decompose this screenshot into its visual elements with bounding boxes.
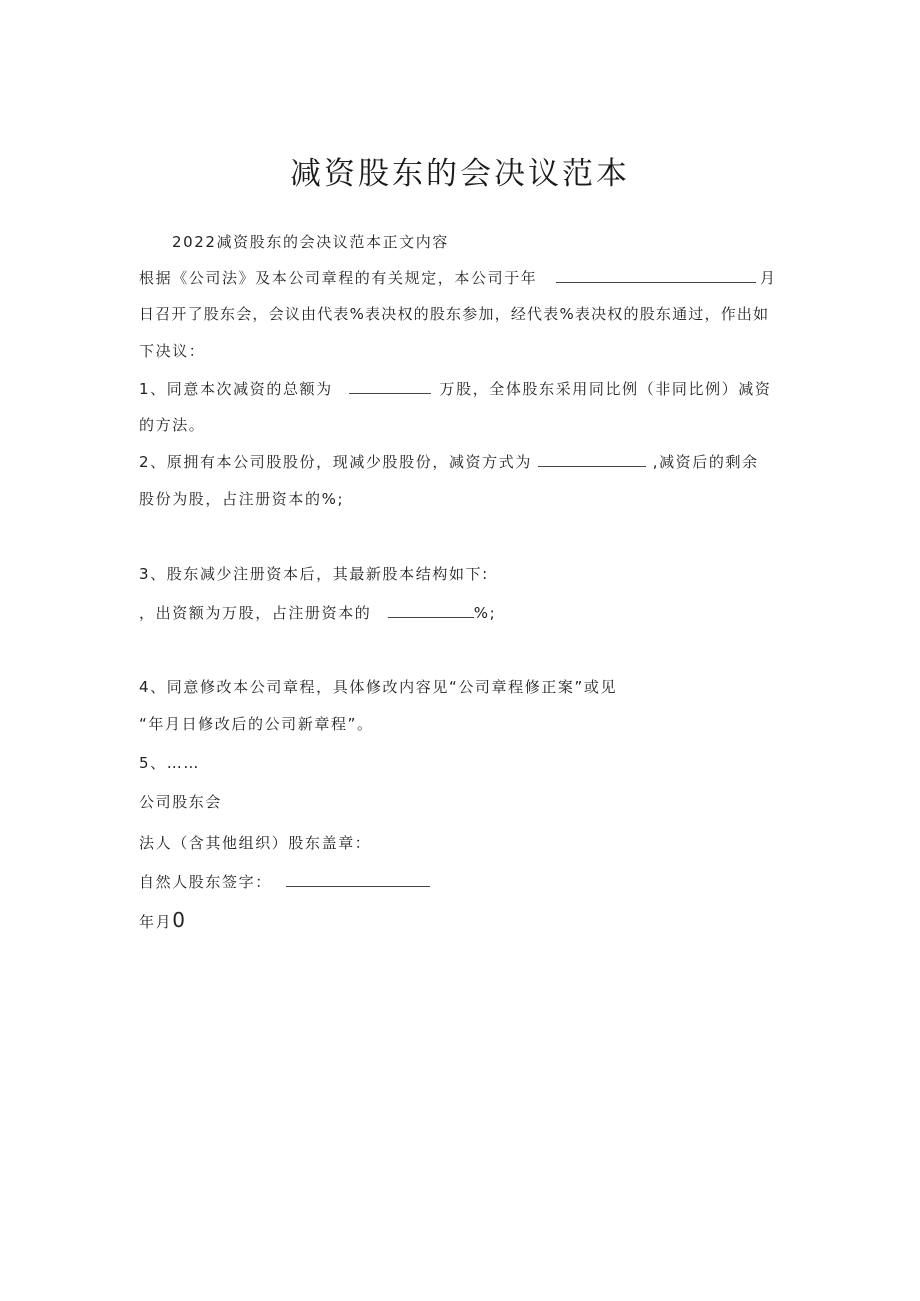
item-1-line-2: 的方法。 xyxy=(139,416,206,434)
item-4-line-2: “年月日修改后的公司新章程”。 xyxy=(139,715,374,733)
signature-legal-person: 法人（含其他组织）股东盖章： xyxy=(139,834,372,852)
date-zero: 0 xyxy=(172,908,185,932)
item-1-line-1 xyxy=(139,379,772,399)
date-line xyxy=(139,910,185,932)
natural-person-signature-blank xyxy=(286,872,430,887)
item-3-line-2 xyxy=(139,603,496,623)
signature-company: 公司股东会 xyxy=(139,793,223,811)
date-prefix: 年月 xyxy=(139,913,173,931)
item-4-line-1: 4、同意修改本公司章程，具体修改内容见“公司章程修正案”或见 xyxy=(139,678,618,696)
item-2-text-b: ,减资后的剩余 xyxy=(652,453,759,471)
capital-percent-blank xyxy=(388,603,474,618)
item-3-percent: %; xyxy=(473,604,497,622)
item-1-text-b: 万股，全体股东采用同比例（非同比例）减资 xyxy=(439,380,772,398)
intro-text-1: 根据《公司法》及本公司章程的有关规定，本公司于年 xyxy=(139,269,538,287)
year-blank xyxy=(556,268,756,283)
signature-natural-person: 自然人股东签字： xyxy=(139,873,272,891)
document-title: 减资股东的会决议范本 xyxy=(290,156,630,192)
reduction-method-blank xyxy=(538,452,646,467)
item-2-line-1 xyxy=(139,452,759,472)
intro-line-1 xyxy=(139,268,756,288)
item-2-line-2: 股份为股，占注册资本的%; xyxy=(139,490,345,508)
document-subtitle: 2022减资股东的会决议范本正文内容 xyxy=(172,233,449,251)
intro-line-3: 下决议： xyxy=(139,342,206,360)
intro-month-char: 月 xyxy=(760,269,776,287)
item-1-text-a: 1、同意本次减资的总额为 xyxy=(139,380,333,398)
intro-line-2: 日召开了股东会，会议由代表%表决权的股东参加，经代表%表决权的股东通过，作出如 xyxy=(139,305,770,323)
item-5-line: 5、…… xyxy=(139,754,200,772)
reduction-total-blank xyxy=(349,379,431,394)
signature-natural-person-line xyxy=(139,872,430,892)
item-2-text-a: 2、原拥有本公司股股份，现减少股股份，减资方式为 xyxy=(139,453,532,471)
item-3-line-1: 3、股东减少注册资本后，其最新股本结构如下: xyxy=(139,565,489,583)
item-3-text-b: ，出资额为万股，占注册资本的 xyxy=(139,604,372,622)
